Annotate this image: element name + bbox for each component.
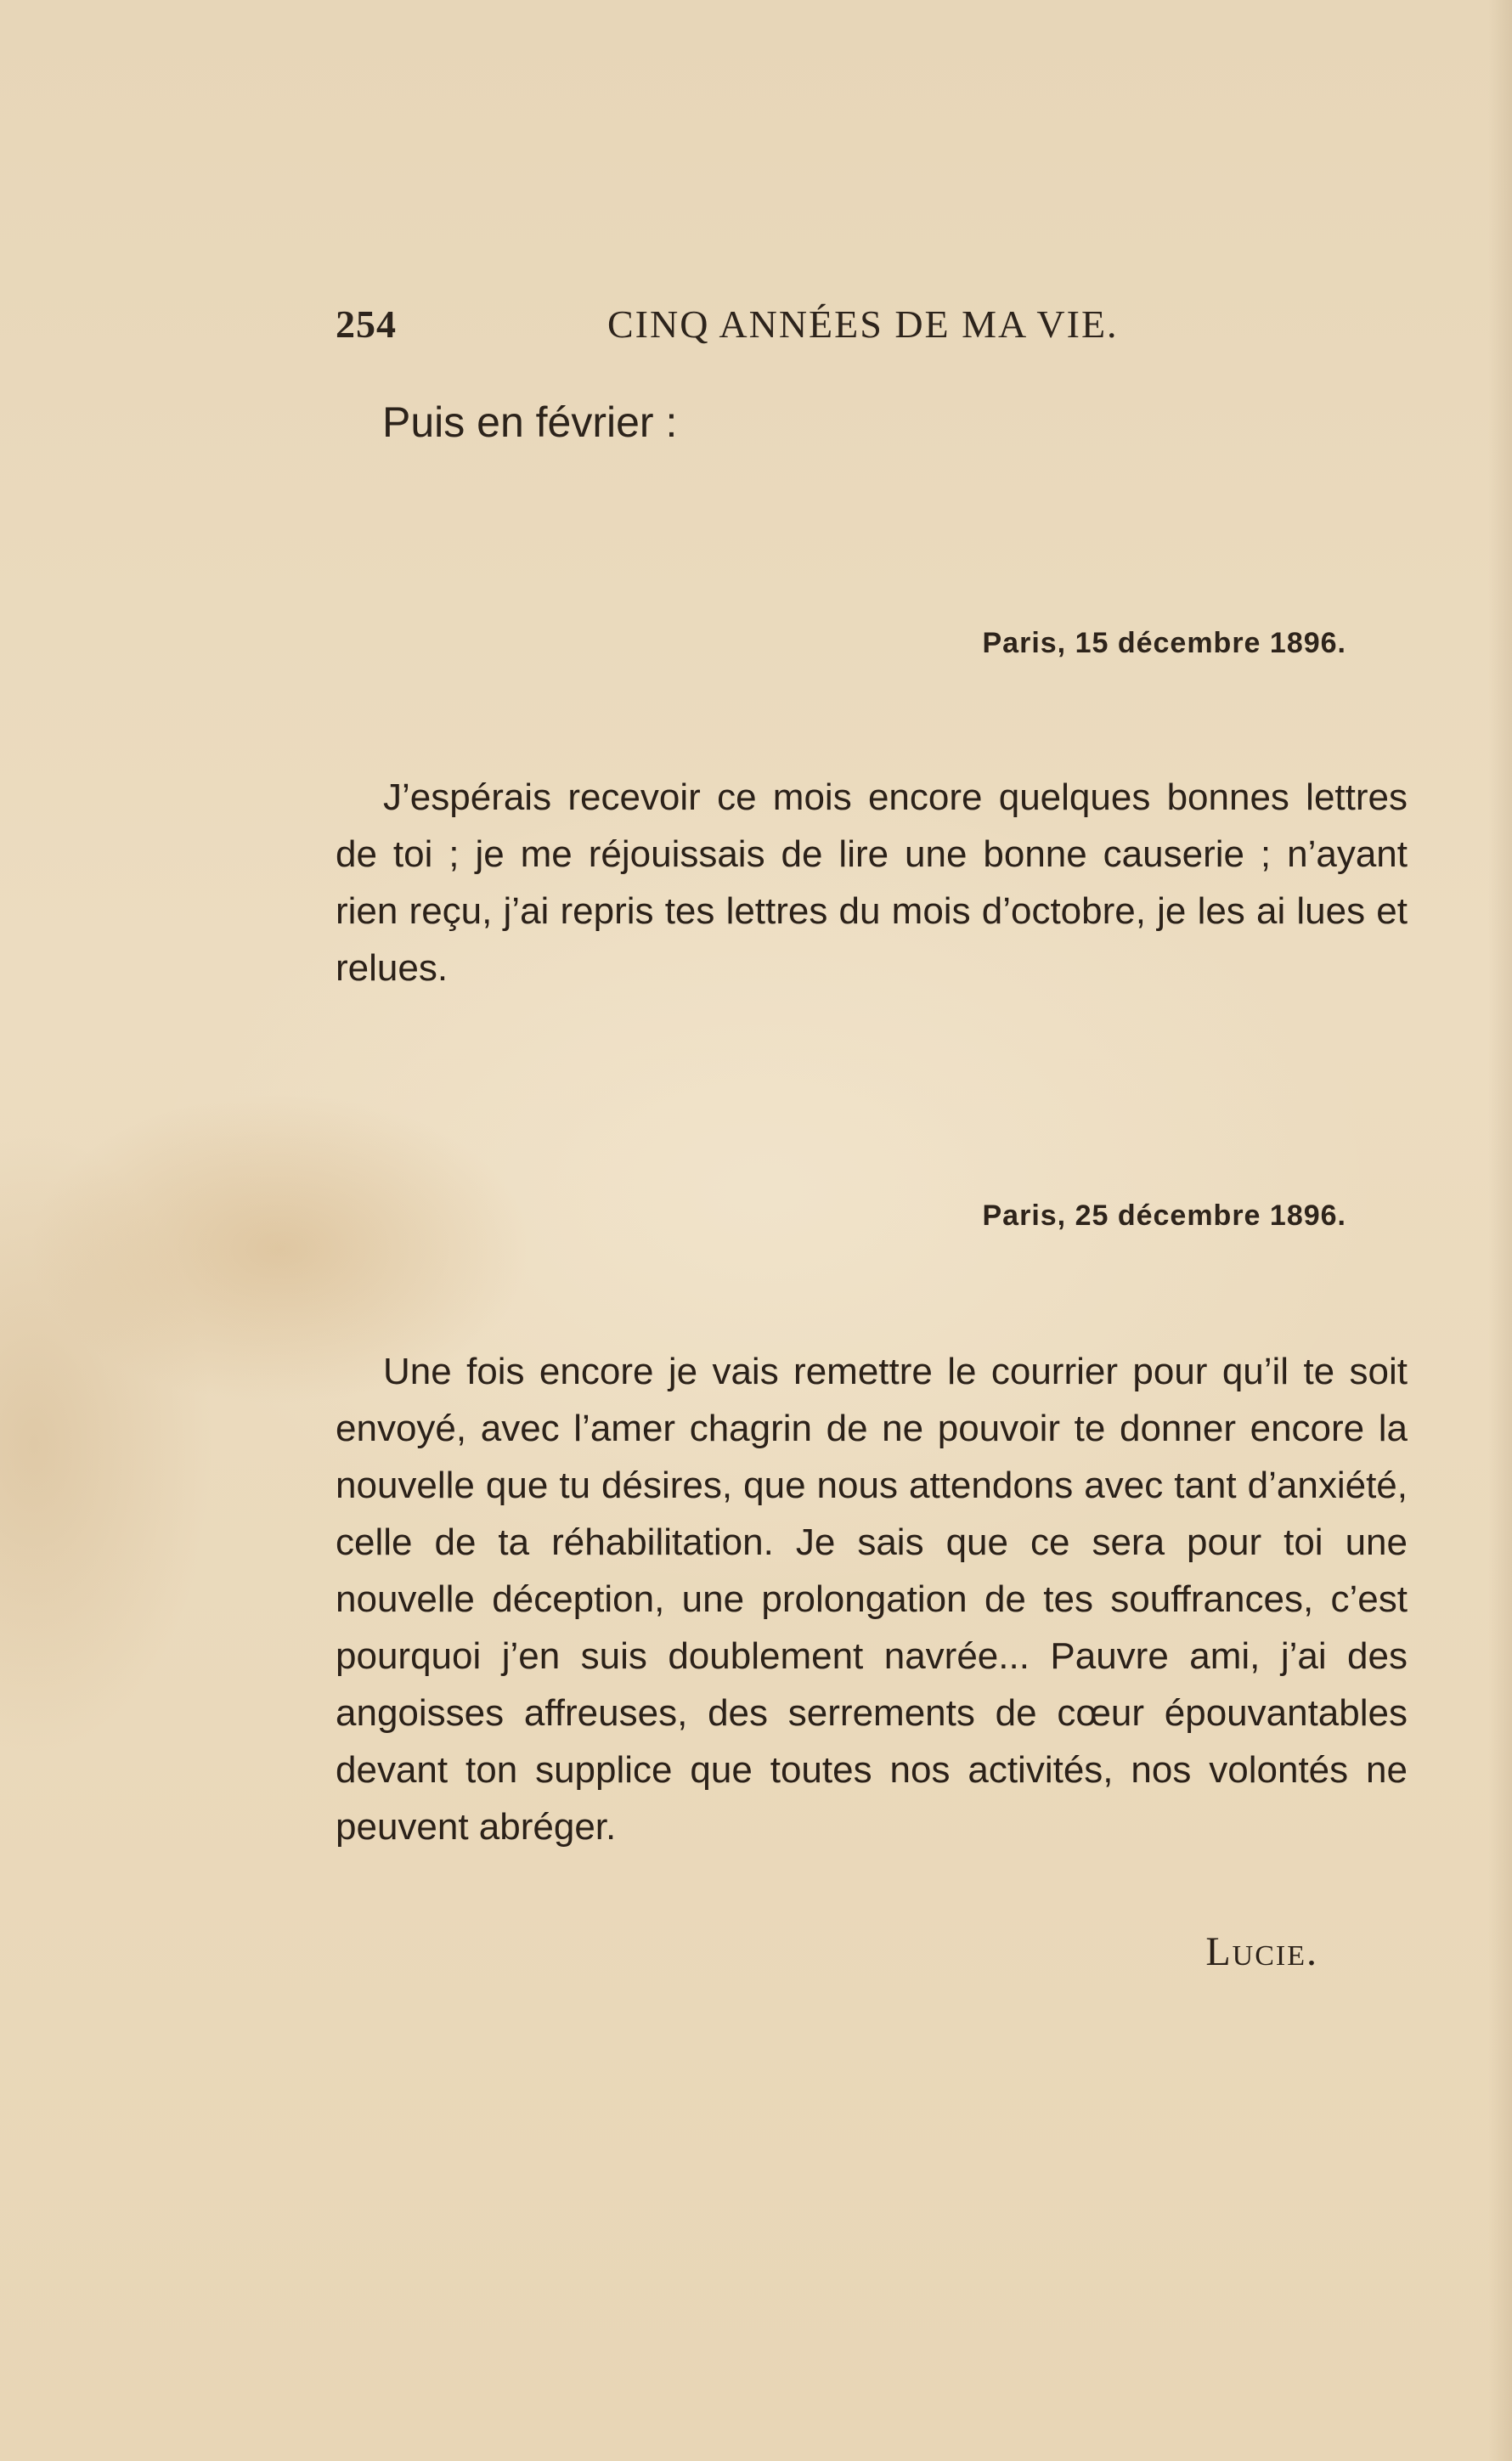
letter-2-dateline: Paris, 25 décembre 1896. — [982, 1199, 1346, 1232]
page-number: 254 — [336, 302, 397, 346]
intro-line: Puis en février : — [382, 398, 678, 446]
running-header — [336, 302, 1142, 353]
running-title: CINQ ANNÉES DE MA VIE. — [607, 302, 1119, 346]
letter-1-dateline: Paris, 15 décembre 1896. — [982, 627, 1346, 659]
letter-2-body: Une fois encore je vais remettre le courrier pour qu’il te soit envoyé, avec l’amer chagrin de ne pouvoir te donner encore la nouvelle que tu désires, que nous attendons avec tant d’anxiété, celle de ta réhabilitation. Je sais que ce sera pour toi une nouvelle déception, une prolongation de tes souffrances, c’est pourquoi j’en suis doublement navrée... Pauvre ami, j’ai des angoisses affreuses, des serrements de cœur épouvantables devant ton supplice que toutes nos activités, nos volontés ne peuvent abréger. — [336, 1351, 1408, 1848]
signature: Lucie. — [1205, 1929, 1318, 1974]
letter-1-body: J’espérais recevoir ce mois encore quelques bonnes lettres de toi ; je me réjouissais de lire une bonne causerie ; n’ayant rien reçu, j’ai repris tes lettres du mois d’octobre, je les ai lues et relues. — [336, 776, 1408, 989]
